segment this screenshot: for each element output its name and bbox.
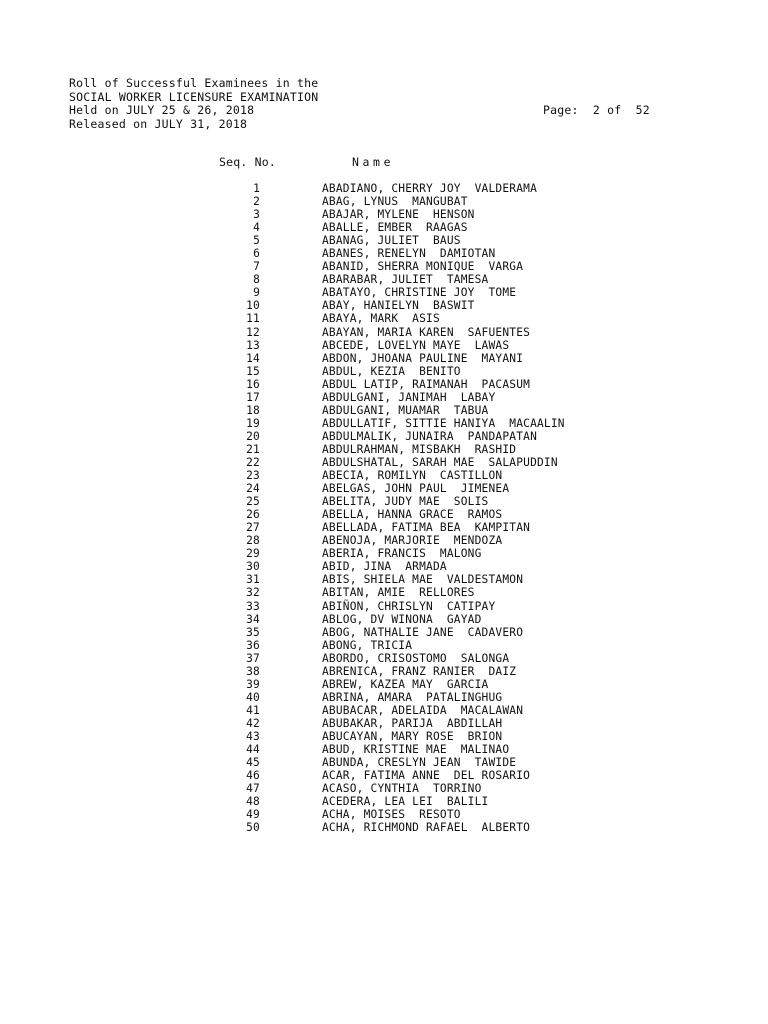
list-item xyxy=(0,234,768,247)
seq-number: 50 xyxy=(246,821,260,835)
list-item xyxy=(0,391,768,404)
seq-number: 28 xyxy=(246,534,260,548)
seq-number: 14 xyxy=(246,351,260,365)
seq-number: 43 xyxy=(246,729,260,743)
examinee-name: ABDON, JHOANA PAULINE MAYANI xyxy=(322,351,524,365)
list-item xyxy=(0,273,768,286)
seq-number: 22 xyxy=(246,455,260,469)
examinee-name: ABECIA, ROMILYN CASTILLON xyxy=(322,469,503,483)
seq-number: 37 xyxy=(246,651,260,665)
list-item xyxy=(0,613,768,626)
examinee-name: ABDUL, KEZIA BENITO xyxy=(322,364,461,378)
examinee-name: ABDULGANI, JANIMAH LABAY xyxy=(322,390,496,404)
examinee-name: ABUNDA, CRESLYN JEAN TAWIDE xyxy=(322,756,517,770)
examinee-name: ABELITA, JUDY MAE SOLIS xyxy=(322,495,489,509)
examinee-name: ABDULLATIF, SITTIE HANIYA MACAALIN xyxy=(322,416,565,430)
list-item xyxy=(0,665,768,678)
examinee-name: ABIÑON, CHRISLYN CATIPAY xyxy=(322,599,496,613)
seq-number: 16 xyxy=(246,377,260,391)
examinee-name: ABUBACAR, ADELAIDA MACALAWAN xyxy=(322,703,524,717)
list-item xyxy=(0,521,768,534)
list-item xyxy=(0,573,768,586)
list-item xyxy=(0,717,768,730)
list-item xyxy=(0,495,768,508)
seq-number: 44 xyxy=(246,743,260,757)
examinee-name: ABDULSHATAL, SARAH MAE SALAPUDDIN xyxy=(322,455,558,469)
seq-number: 35 xyxy=(246,625,260,639)
seq-number: 26 xyxy=(246,508,260,522)
examinee-name: ABELLADA, FATIMA BEA KAMPITAN xyxy=(322,521,531,535)
examinee-name: ABERIA, FRANCIS MALONG xyxy=(322,547,482,561)
examinee-name: ABUCAYAN, MARY ROSE BRION xyxy=(322,729,503,743)
header-release-date: Released on JULY 31, 2018 xyxy=(69,116,248,131)
list-item xyxy=(0,547,768,560)
header-title: Roll of Successful Examinees in the xyxy=(69,76,319,90)
examinee-name: ABRINA, AMARA PATALINGHUG xyxy=(322,690,503,704)
list-item xyxy=(0,639,768,652)
list-item xyxy=(0,482,768,495)
seq-number: 30 xyxy=(246,560,260,574)
examinee-name: ACHA, MOISES RESOTO xyxy=(322,808,461,822)
examinee-name: ABORDO, CRISOSTOMO SALONGA xyxy=(322,651,510,665)
seq-number: 13 xyxy=(246,338,260,352)
seq-number: 21 xyxy=(246,442,260,456)
list-item xyxy=(0,456,768,469)
examinee-name: ACAR, FATIMA ANNE DEL ROSARIO xyxy=(322,769,531,783)
seq-number: 40 xyxy=(246,690,260,704)
seq-number: 46 xyxy=(246,769,260,783)
list-item xyxy=(0,247,768,260)
seq-number: 15 xyxy=(246,364,260,378)
list-item xyxy=(0,508,768,521)
list-item xyxy=(0,443,768,456)
seq-number: 47 xyxy=(246,782,260,796)
examinee-name: ABUD, KRISTINE MAE MALINAO xyxy=(322,743,510,757)
list-item xyxy=(0,626,768,639)
examinee-list xyxy=(0,182,768,834)
examinee-name: ABREW, KAZEA MAY GARCIA xyxy=(322,677,489,691)
examinee-name: ABATAYO, CHRISTINE JOY TOME xyxy=(322,286,517,300)
list-item xyxy=(0,208,768,221)
seq-number: 8 xyxy=(253,273,260,287)
list-item xyxy=(0,678,768,691)
seq-number: 9 xyxy=(253,286,260,300)
examinee-name: ABDULGANI, MUAMAR TABUA xyxy=(322,403,489,417)
examinee-name: ABAY, HANIELYN BASWIT xyxy=(322,299,475,313)
page-indicator: Page: 2 of 52 xyxy=(543,103,650,117)
list-item xyxy=(0,652,768,665)
examinee-name: ABAJAR, MYLENE HENSON xyxy=(322,208,475,222)
seq-number: 23 xyxy=(246,469,260,483)
seq-number: 3 xyxy=(253,208,260,222)
list-item xyxy=(0,821,768,834)
examinee-name: ACHA, RICHMOND RAFAEL ALBERTO xyxy=(322,821,531,835)
seq-number: 45 xyxy=(246,756,260,770)
examinee-name: ABANID, SHERRA MONIQUE VARGA xyxy=(322,260,524,274)
list-item xyxy=(0,221,768,234)
list-item xyxy=(0,326,768,339)
list-item xyxy=(0,312,768,325)
seq-number: 10 xyxy=(246,299,260,313)
list-item xyxy=(0,769,768,782)
list-item xyxy=(0,795,768,808)
list-item xyxy=(0,339,768,352)
list-item xyxy=(0,469,768,482)
seq-number: 49 xyxy=(246,808,260,822)
list-item xyxy=(0,430,768,443)
seq-number: 5 xyxy=(253,234,260,248)
seq-number: 1 xyxy=(253,182,260,195)
examinee-name: ABDULMALIK, JUNAIRA PANDAPATAN xyxy=(322,429,537,443)
seq-number: 32 xyxy=(246,586,260,600)
seq-number: 6 xyxy=(253,247,260,261)
seq-number: 2 xyxy=(253,195,260,209)
seq-number: 39 xyxy=(246,677,260,691)
seq-number: 48 xyxy=(246,795,260,809)
list-item xyxy=(0,286,768,299)
examinee-name: ABARABAR, JULIET TAMESA xyxy=(322,273,489,287)
seq-number: 11 xyxy=(246,312,260,326)
examinee-name: ABADIANO, CHERRY JOY VALDERAMA xyxy=(322,182,537,195)
seq-number: 7 xyxy=(253,260,260,274)
seq-number: 18 xyxy=(246,403,260,417)
list-item xyxy=(0,730,768,743)
header-held-date: Held on JULY 25 & 26, 2018 xyxy=(69,103,255,117)
examinee-name: ABRENICA, FRANZ RANIER DAIZ xyxy=(322,664,517,678)
list-item xyxy=(0,560,768,573)
seq-number: 27 xyxy=(246,521,260,535)
examinee-name: ABAYAN, MARIA KAREN SAFUENTES xyxy=(322,325,531,339)
list-item xyxy=(0,260,768,273)
seq-number: 20 xyxy=(246,429,260,443)
list-item xyxy=(0,782,768,795)
seq-number: 31 xyxy=(246,573,260,587)
seq-number: 24 xyxy=(246,482,260,496)
examinee-name: ABID, JINA ARMADA xyxy=(322,560,447,574)
examinee-name: ABENOJA, MARJORIE MENDOZA xyxy=(322,534,503,548)
examinee-name: ABDUL LATIP, RAIMANAH PACASUM xyxy=(322,377,531,391)
seq-number: 12 xyxy=(246,325,260,339)
examinee-name: ABCEDE, LOVELYN MAYE LAWAS xyxy=(322,338,510,352)
seq-number: 36 xyxy=(246,638,260,652)
list-item xyxy=(0,182,768,195)
examinee-name: ABAYA, MARK ASIS xyxy=(322,312,440,326)
seq-number: 19 xyxy=(246,416,260,430)
examinee-name: ABDULRAHMAN, MISBAKH RASHID xyxy=(322,442,517,456)
list-item xyxy=(0,299,768,312)
examinee-name: ABANAG, JULIET BAUS xyxy=(322,234,461,248)
seq-number: 4 xyxy=(253,221,260,235)
header-exam-name: SOCIAL WORKER LICENSURE EXAMINATION xyxy=(69,89,319,104)
seq-number: 41 xyxy=(246,703,260,717)
examinee-name: ABONG, TRICIA xyxy=(322,638,413,652)
seq-number: 42 xyxy=(246,716,260,730)
seq-number: 33 xyxy=(246,599,260,613)
seq-number: 38 xyxy=(246,664,260,678)
list-item xyxy=(0,600,768,613)
examinee-name: ABLOG, DV WINONA GAYAD xyxy=(322,612,482,626)
examinee-name: ABIS, SHIELA MAE VALDESTAMON xyxy=(322,573,524,587)
seq-number: 17 xyxy=(246,390,260,404)
examinee-name: ACASO, CYNTHIA TORRINO xyxy=(322,782,482,796)
list-item xyxy=(0,704,768,717)
column-header-name: Name xyxy=(352,155,395,169)
list-item xyxy=(0,743,768,756)
column-header-seq: Seq. No. xyxy=(219,155,276,169)
list-item xyxy=(0,417,768,430)
examinee-name: ABELGAS, JOHN PAUL JIMENEA xyxy=(322,482,510,496)
examinee-name: ACEDERA, LEA LEI BALILI xyxy=(322,795,489,809)
list-item xyxy=(0,195,768,208)
list-item xyxy=(0,352,768,365)
examinee-name: ABANES, RENELYN DAMIOTAN xyxy=(322,247,496,261)
list-item xyxy=(0,808,768,821)
examinee-name: ABOG, NATHALIE JANE CADAVERO xyxy=(322,625,524,639)
list-item xyxy=(0,691,768,704)
examinee-name: ABALLE, EMBER RAAGAS xyxy=(322,221,468,235)
seq-number: 25 xyxy=(246,495,260,509)
examinee-name: ABELLA, HANNA GRACE RAMOS xyxy=(322,508,503,522)
list-item xyxy=(0,378,768,391)
seq-number: 29 xyxy=(246,547,260,561)
examinee-name: ABAG, LYNUS MANGUBAT xyxy=(322,195,468,209)
list-item xyxy=(0,756,768,769)
list-item xyxy=(0,586,768,599)
list-item xyxy=(0,365,768,378)
list-item xyxy=(0,534,768,547)
examinee-name: ABUBAKAR, PARIJA ABDILLAH xyxy=(322,716,503,730)
examinee-name: ABITAN, AMIE RELLORES xyxy=(322,586,475,600)
seq-number: 34 xyxy=(246,612,260,626)
list-item xyxy=(0,404,768,417)
